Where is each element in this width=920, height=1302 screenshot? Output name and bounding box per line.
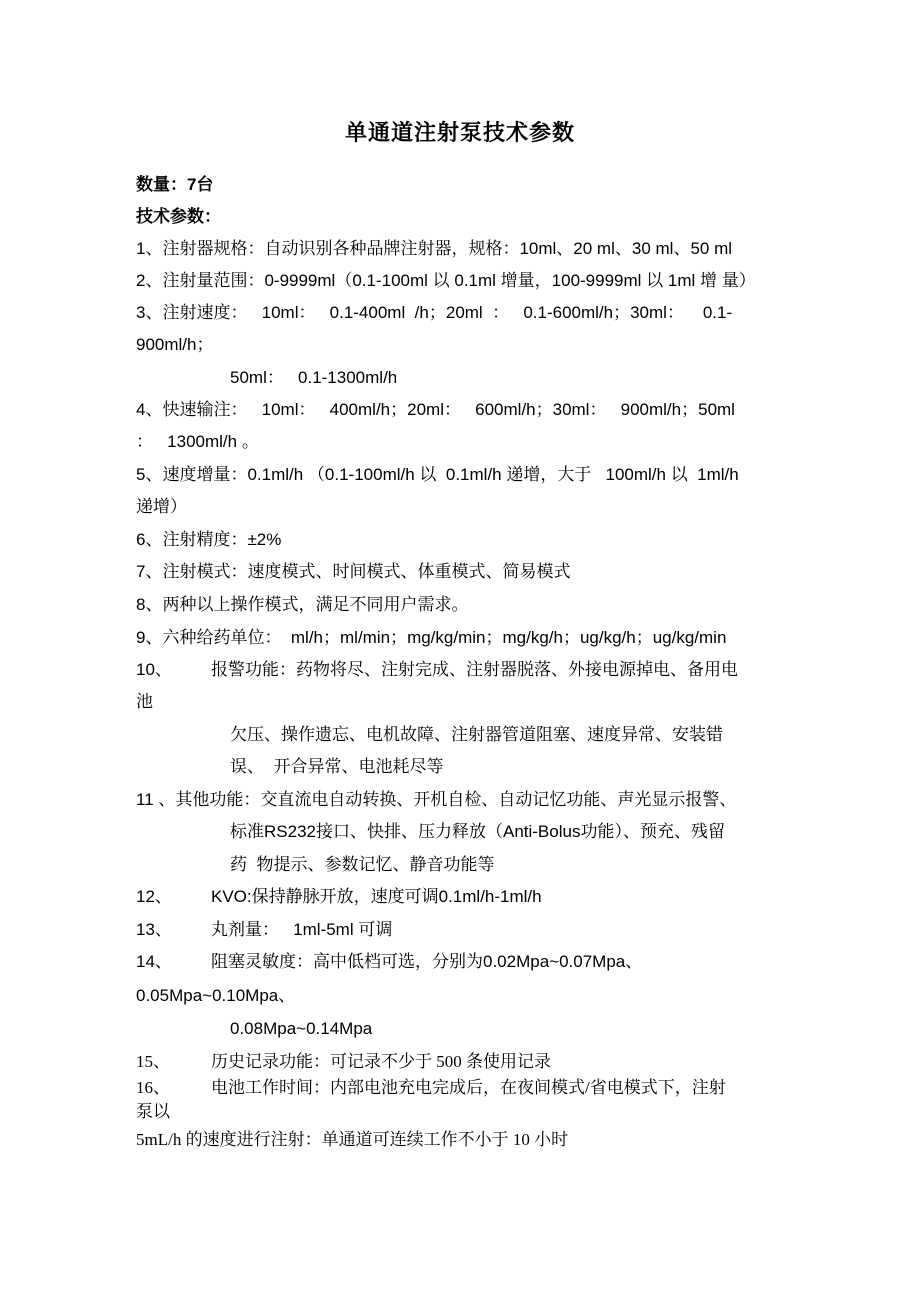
param-12-line-1: KVO:保持静脉开放，速度可调0.1ml/h-1ml/h <box>211 887 542 906</box>
param-10-line-4: 误、 开合异常、电池耗尽等 <box>230 757 444 776</box>
param-16-line-3: 5mL/h 的速度进行注射：单通道可连续工作不小于 10 小时 <box>136 1130 569 1149</box>
param-3-line-2: 900ml/h； <box>136 335 214 354</box>
param-15-number: 15、 <box>136 1052 170 1071</box>
param-16-number: 16、 <box>136 1078 170 1097</box>
param-4-line-1: 4、快速输注： 10ml： 400ml/h；20ml： 600ml/h；30ml： 900ml/h；50ml <box>136 400 735 419</box>
param-2: 2、注射量范围：0-9999ml（0.1-100ml 以 0.1ml 增量，100-9999ml 以 1ml 增 量） <box>136 271 756 290</box>
param-13-number: 13、 <box>136 920 172 939</box>
params-heading: 技术参数： <box>136 207 221 226</box>
param-16-line-1: 电池工作时间：内部电池充电完成后，在夜间模式/省电模式下，注射 <box>211 1078 726 1097</box>
param-14-line-1: 阻塞灵敏度：高中低档可选，分别为0.02Mpa~0.07Mpa、 <box>211 952 643 971</box>
param-14-line-2: 0.05Mpa~0.10Mpa、 <box>136 986 296 1005</box>
param-11-line-2: 标准RS232接口、快排、压力释放（Anti-Bolus功能）、预充、残留 <box>230 822 725 841</box>
param-8: 8、两种以上操作模式，满足不同用户需求。 <box>136 595 469 614</box>
param-4-line-2: ： 1300ml/h 。 <box>136 432 259 451</box>
param-11-line-3: 药 物提示、参数记忆、静音功能等 <box>230 855 495 874</box>
param-7: 7、注射模式：速度模式、时间模式、体重模式、简易模式 <box>136 562 571 581</box>
param-5-line-2: 递增） <box>136 497 187 516</box>
param-6: 6、注射精度：±2% <box>136 530 282 549</box>
param-1: 1、注射器规格：自动识别各种品牌注射器，规格：10ml、20 ml、30 ml、50 ml <box>136 239 733 258</box>
param-10-line-2: 池 <box>136 692 153 711</box>
param-11-line-1: 11 、其他功能：交直流电自动转换、开机自检、自动记忆功能、声光显示报警、 <box>136 790 737 809</box>
param-9: 9、六种给药单位： ml/h；ml/min；mg/kg/min；mg/kg/h；ug/kg/h；ug/kg/min <box>136 628 727 647</box>
param-12-number: 12、 <box>136 887 172 906</box>
param-3-line-1: 3、注射速度： 10ml： 0.1-400ml /h；20ml ： 0.1-600ml/h；30ml： 0.1- <box>136 303 733 322</box>
quantity-line: 数量：7台 <box>136 175 214 194</box>
param-14-number: 14、 <box>136 952 172 971</box>
param-10-number: 10、 <box>136 660 172 679</box>
param-10-line-3: 欠压、操作遗忘、电机故障、注射器管道阻塞、速度异常、安装错 <box>230 725 723 744</box>
document-title: 单通道注射泵技术参数 <box>344 120 575 145</box>
param-16-line-2: 泵以 <box>136 1102 170 1121</box>
param-5-line-1: 5、速度增量：0.1ml/h （0.1-100ml/h 以 0.1ml/h 递增，大于 100ml/h 以 1ml/h <box>136 465 739 484</box>
param-14-line-3: 0.08Mpa~0.14Mpa <box>230 1019 373 1038</box>
param-10-line-1: 报警功能：药物将尽、注射完成、注射器脱落、外接电源掉电、备用电 <box>211 660 738 679</box>
param-13-line-1: 丸剂量： 1ml-5ml 可调 <box>211 920 393 939</box>
param-3-line-3: 50ml： 0.1-1300ml/h <box>230 368 398 387</box>
param-15-line-1: 历史记录功能：可记录不少于 500 条使用记录 <box>211 1052 551 1071</box>
